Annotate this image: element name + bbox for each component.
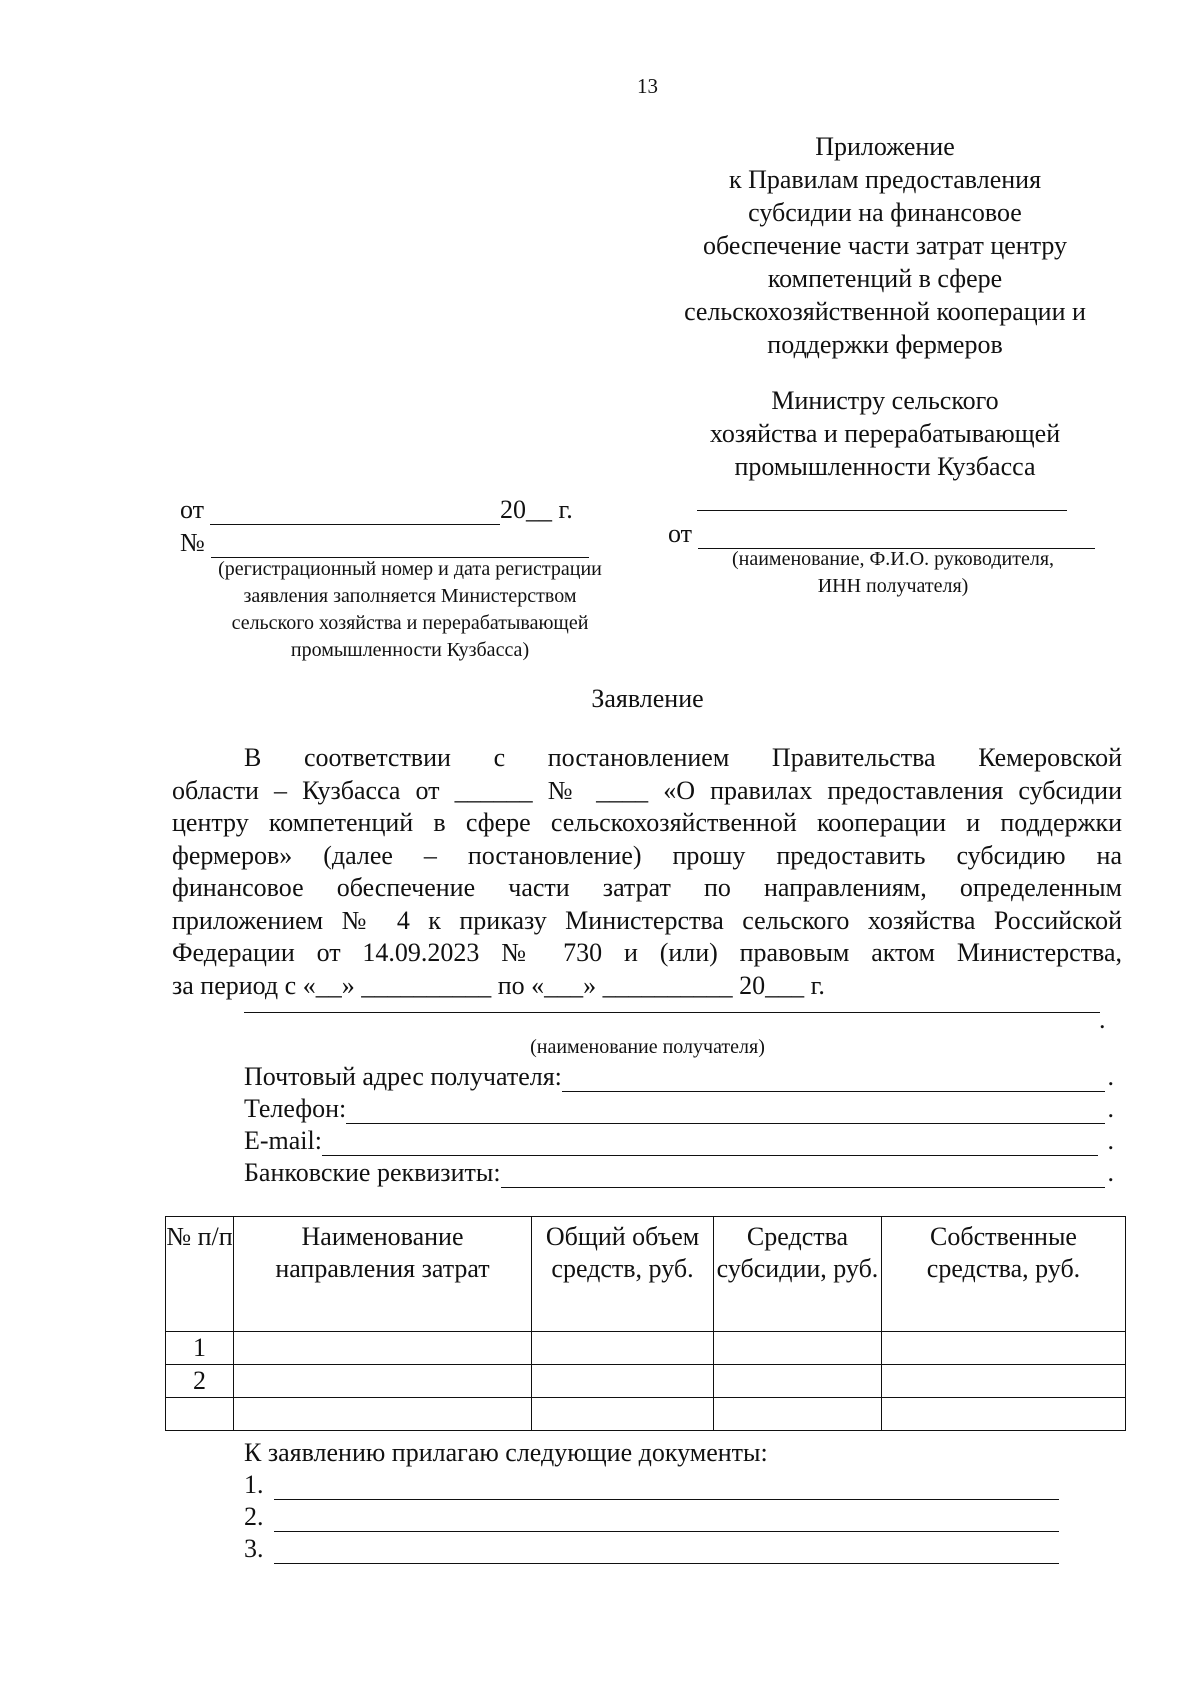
appendix-header	[650, 130, 1120, 361]
body-line: за период с «__» __________ по «___» __________ 20___ г.	[172, 970, 825, 1000]
postal-address-field[interactable]	[562, 1065, 1105, 1092]
postal-address-label: Почтовый адрес получателя:	[244, 1062, 562, 1091]
bank-details-row	[244, 1156, 1114, 1188]
page-number: 13	[637, 74, 658, 98]
body-line: области – Кузбасса от ______ № ____ «О правилах предоставления субсидии	[172, 775, 1122, 805]
addressee-block	[650, 384, 1120, 483]
addressee-line: хозяйства и перерабатывающей	[709, 419, 1061, 448]
recipient-fields	[244, 1060, 1114, 1188]
field-end: .	[1107, 1062, 1114, 1091]
attachments-list	[244, 1468, 1059, 1564]
attachments-title: К заявлению прилагаю следующие документы:	[244, 1438, 768, 1467]
bank-details-field[interactable]	[501, 1161, 1105, 1188]
email-label: E-mail:	[244, 1126, 322, 1155]
sender-field[interactable]	[698, 522, 1095, 549]
field-end: .	[1107, 1094, 1114, 1123]
table-cell[interactable]	[166, 1398, 234, 1431]
body-line: фермеров» (далее – постановление) прошу предоставить субсидию на	[172, 840, 1122, 870]
table-cell[interactable]	[882, 1332, 1126, 1365]
sender-blank-line[interactable]	[697, 510, 1067, 511]
table-cell[interactable]	[532, 1398, 714, 1431]
email-row	[244, 1124, 1114, 1156]
attachment-item	[244, 1532, 1059, 1564]
attachment-item	[244, 1500, 1059, 1532]
table-cell[interactable]	[532, 1365, 714, 1398]
expenses-table	[165, 1216, 1126, 1431]
table-cell[interactable]	[882, 1365, 1126, 1398]
bank-details-label: Банковские реквизиты:	[244, 1158, 501, 1187]
body-line: финансовое обеспечение части затрат по направлениям, определенным	[172, 873, 1122, 902]
body-line: В соответствии с постановлением Правительства Кемеровской	[244, 743, 1122, 772]
registration-note-line: промышленности Кузбасса)	[290, 639, 530, 661]
table-header-row	[166, 1217, 1126, 1332]
registration-note-line: (регистрационный номер и дата регистрации	[218, 558, 602, 580]
attachment-number: 1.	[244, 1470, 264, 1499]
attachment-field[interactable]	[274, 1505, 1060, 1532]
header-subsidy-amount: Средства субсидии, руб.	[714, 1217, 882, 1332]
addressee-line: Министру сельского	[771, 386, 999, 415]
registration-number-field[interactable]	[211, 531, 589, 558]
document-title: Заявление	[591, 684, 704, 713]
header-expense-name: Наименование направления затрат	[234, 1217, 532, 1332]
table-cell[interactable]	[882, 1398, 1126, 1431]
table-cell[interactable]: 2	[166, 1365, 234, 1398]
registration-date-line	[180, 492, 640, 525]
appendix-line: поддержки фермеров	[767, 330, 1003, 359]
registration-date-field[interactable]	[210, 498, 500, 525]
registration-year-label: 20__ г.	[500, 495, 573, 524]
field-end: .	[1101, 1126, 1114, 1155]
table-cell[interactable]: 1	[166, 1332, 234, 1365]
registration-from-label: от	[180, 495, 205, 524]
recipient-note: (наименование получателя)	[530, 1036, 765, 1058]
table-cell[interactable]	[234, 1398, 532, 1431]
table-cell[interactable]	[532, 1332, 714, 1365]
header-number: № п/п	[166, 1217, 234, 1332]
field-end: .	[1107, 1158, 1114, 1187]
registration-note-line: сельского хозяйства и перерабатывающей	[231, 612, 589, 634]
table-row	[166, 1332, 1126, 1365]
attachment-field[interactable]	[274, 1537, 1060, 1564]
email-field[interactable]	[322, 1129, 1098, 1156]
registration-note-line: заявления заполняется Министерством	[243, 585, 577, 607]
sender-note	[668, 546, 1118, 600]
header-own-funds: Собственные средства, руб.	[882, 1217, 1126, 1332]
header-total-amount: Общий объем средств, руб.	[532, 1217, 714, 1332]
table-row	[166, 1365, 1126, 1398]
attachment-number: 2.	[244, 1502, 264, 1531]
table-cell[interactable]	[714, 1365, 882, 1398]
application-body	[172, 742, 1122, 1002]
sender-note-line: (наименование, Ф.И.О. руководителя,	[731, 548, 1055, 570]
attachment-number: 3.	[244, 1534, 264, 1563]
phone-field[interactable]	[346, 1097, 1104, 1124]
table-cell[interactable]	[714, 1332, 882, 1365]
appendix-line: компетенций в сфере	[767, 264, 1003, 293]
recipient-dot: .	[1099, 1005, 1106, 1034]
attachment-field[interactable]	[274, 1473, 1060, 1500]
table-cell[interactable]	[234, 1365, 532, 1398]
table-row	[166, 1398, 1126, 1431]
registration-number-line	[180, 525, 640, 558]
phone-row	[244, 1092, 1114, 1124]
registration-block	[180, 492, 640, 558]
table-cell[interactable]	[714, 1398, 882, 1431]
appendix-line: обеспечение части затрат центру	[702, 231, 1068, 260]
postal-address-row	[244, 1060, 1114, 1092]
appendix-line: к Правилам предоставления	[728, 165, 1042, 194]
appendix-line: Приложение	[815, 132, 955, 161]
sender-from-label: от	[668, 519, 693, 548]
sender-note-line: ИНН получателя)	[817, 575, 969, 597]
appendix-line: сельскохозяйственной кооперации и	[684, 297, 1086, 326]
registration-note	[180, 556, 640, 664]
registration-number-label: №	[180, 528, 205, 557]
sender-line	[668, 516, 1108, 549]
phone-label: Телефон:	[244, 1094, 347, 1123]
appendix-line: субсидии на финансовое	[748, 198, 1022, 227]
addressee-line: промышленности Кузбасса	[734, 452, 1036, 481]
recipient-name-field[interactable]	[244, 1012, 1100, 1013]
body-line: Федерации от 14.09.2023 № 730 и (или) правовым актом Министерства,	[172, 938, 1122, 967]
table-cell[interactable]	[234, 1332, 532, 1365]
body-line: центру компетенций в сфере сельскохозяйственной кооперации и поддержки	[172, 808, 1122, 837]
body-line: приложением № 4 к приказу Министерства сельского хозяйства Российской	[172, 905, 1122, 935]
attachment-item	[244, 1468, 1059, 1500]
